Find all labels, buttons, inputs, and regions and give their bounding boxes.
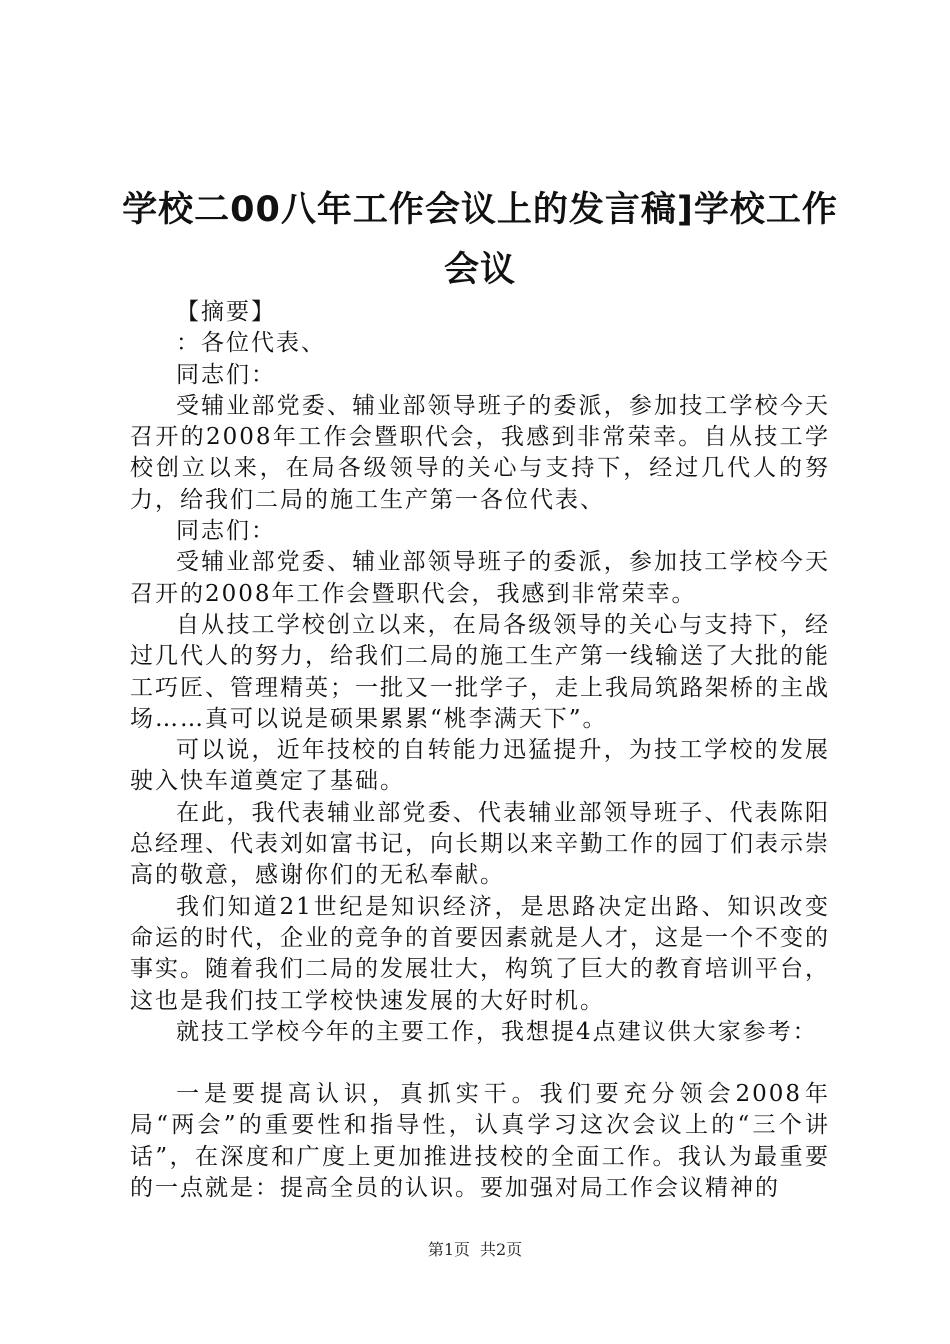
salutation-representatives: ：各位代表、	[176, 330, 326, 357]
body-paragraph: 自从技工学校创立以来，在局各级领导的关心与支持下，经过几代人的努力，给我们二局的施工生产第一线输送了大批的能工巧匠、管理精英；一批又一批学子，走上我局筑路架桥的主战场……真可以说是硕果累累“桃李满天下”。	[130, 611, 830, 732]
body-paragraph: 受辅业部党委、辅业部领导班子的委派，参加技工学校今天召开的2008年工作会暨职代会，我感到非常荣幸。自从技工学校创立以来，在局各级领导的关心与支持下，经过几代人的努力，给我们二局的施工生产第一各位代表、	[130, 392, 830, 513]
body-paragraph: 受辅业部党委、辅业部领导班子的委派，参加技工学校今天召开的2008年工作会暨职代会，我感到非常荣幸。	[130, 549, 830, 607]
page-number-total: 共2页	[480, 1240, 523, 1259]
body-paragraph: 可以说，近年技校的自转能力迅猛提升，为技工学校的发展驶入快车道奠定了基础。	[130, 737, 830, 795]
page-number-current: 第1页	[427, 1240, 470, 1259]
abstract-label: 【摘要】	[176, 299, 276, 325]
document-body	[130, 297, 830, 1204]
salutation-comrades: 同志们：	[176, 361, 276, 388]
document-title: 学校二00八年工作会议上的发言稿]学校工作会议	[122, 190, 838, 290]
body-paragraph: 就技工学校今年的主要工作，我想提4点建议供大家参考：	[176, 1018, 818, 1045]
salutation-comrades-repeat: 同志们：	[176, 518, 276, 545]
body-paragraph: 在此，我代表辅业部党委、代表辅业部领导班子、代表陈阳总经理、代表刘如富书记，向长期以来辛勤工作的园丁们表示崇高的敬意，感谢你们的无私奉献。	[130, 799, 830, 889]
body-paragraph: 一是要提高认识，真抓实干。我们要充分领会2008年局“两会”的重要性和指导性，认真学习这次会议上的“三个讲话”，在深度和广度上更加推进技校的全面工作。我认为最重要的一点就是：提高全员的认识。要加强对局工作会议精神的	[130, 1081, 830, 1202]
page-footer	[0, 1240, 950, 1260]
body-paragraph: 我们知道21世纪是知识经济，是思路决定出路、知识改变命运的时代，企业的竞争的首要因素就是人才，这是一个不变的事实。随着我们二局的发展壮大，构筑了巨大的教育培训平台，这也是我们技工学校快速发展的大好时机。	[130, 893, 830, 1014]
